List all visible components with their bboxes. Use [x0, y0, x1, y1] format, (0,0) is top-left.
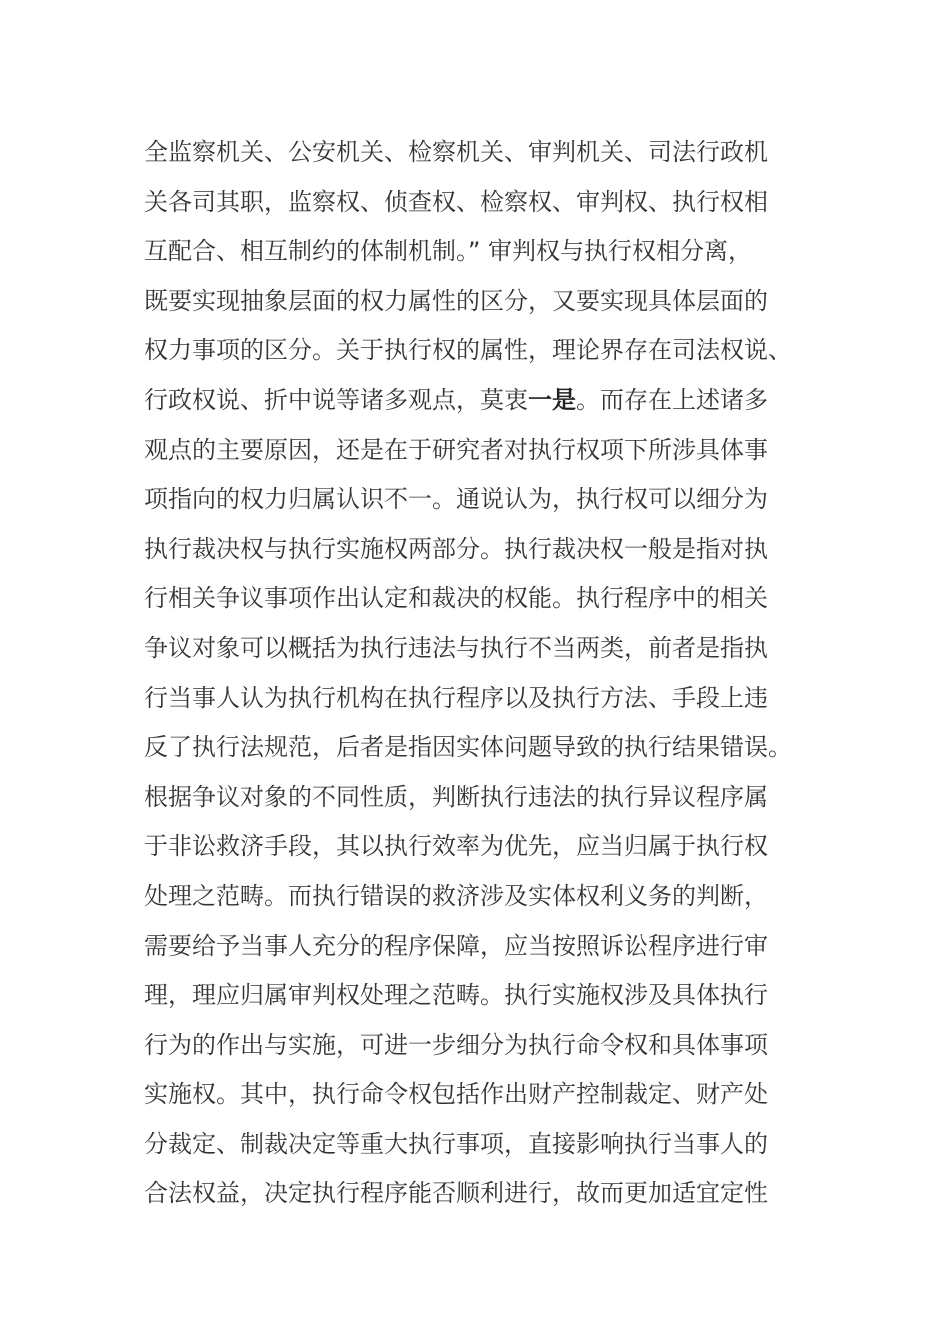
text-line: 实施权。其中，执行命令权包括作出财产控制裁定、财产处	[144, 1080, 768, 1109]
text-line: 需要给予当事人充分的程序保障，应当按照诉讼程序进行审	[144, 931, 768, 960]
text-line: 行相关争议事项作出认定和裁决的权能。执行程序中的相关	[144, 584, 768, 613]
text-line: 根据争议对象的不同性质，判断执行违法的执行异议程序属	[144, 782, 768, 811]
text-line: 行为的作出与实施，可进一步细分为执行命令权和具体事项	[144, 1030, 768, 1059]
body-text	[144, 128, 804, 1219]
text-line: 关各司其职，监察权、侦查权、检察权、审判权、执行权相	[144, 187, 768, 216]
text-line: 行当事人认为执行机构在执行程序以及执行方法、手段上违	[144, 683, 768, 712]
text-line	[144, 376, 804, 426]
text-line: 合法权益，决定执行程序能否顺利进行，故而更加适宜定性	[144, 1179, 768, 1208]
text-line: 执行裁决权与执行实施权两部分。执行裁决权一般是指对执	[144, 534, 768, 563]
text-line: 分裁定、制裁决定等重大执行事项，直接影响执行当事人的	[144, 1129, 768, 1158]
text-line: 全监察机关、公安机关、检察机关、审判机关、司法行政机	[144, 138, 768, 166]
text-line: 处理之范畴。而执行错误的救济涉及实体权利义务的判断，	[144, 881, 768, 910]
bold-text-segment: 一是	[528, 385, 576, 414]
text-segment: 。而存在上述诸多	[576, 385, 768, 414]
text-line: 于非讼救济手段，其以执行效率为优先，应当归属于执行权	[144, 832, 768, 861]
text-line: 权力事项的区分。关于执行权的属性，理论界存在司法权说、	[144, 336, 792, 365]
text-line: 互配合、相互制约的体制机制。” 审判权与执行权相分离，	[144, 237, 753, 266]
text-line: 反了执行法规范，后者是指因实体问题导致的执行结果错误。	[144, 733, 792, 762]
text-line: 项指向的权力归属认识不一。通说认为，执行权可以细分为	[144, 485, 768, 514]
text-line: 观点的主要原因，还是在于研究者对执行权项下所涉具体事	[144, 435, 768, 464]
text-line: 理，理应归属审判权处理之范畴。执行实施权涉及具体执行	[144, 981, 768, 1010]
text-segment: 行政权说、折中说等诸多观点，莫衷	[144, 385, 528, 414]
text-line: 争议对象可以概括为执行违法与执行不当两类，前者是指执	[144, 633, 768, 662]
text-line: 既要实现抽象层面的权力属性的区分，又要实现具体层面的	[144, 286, 768, 315]
